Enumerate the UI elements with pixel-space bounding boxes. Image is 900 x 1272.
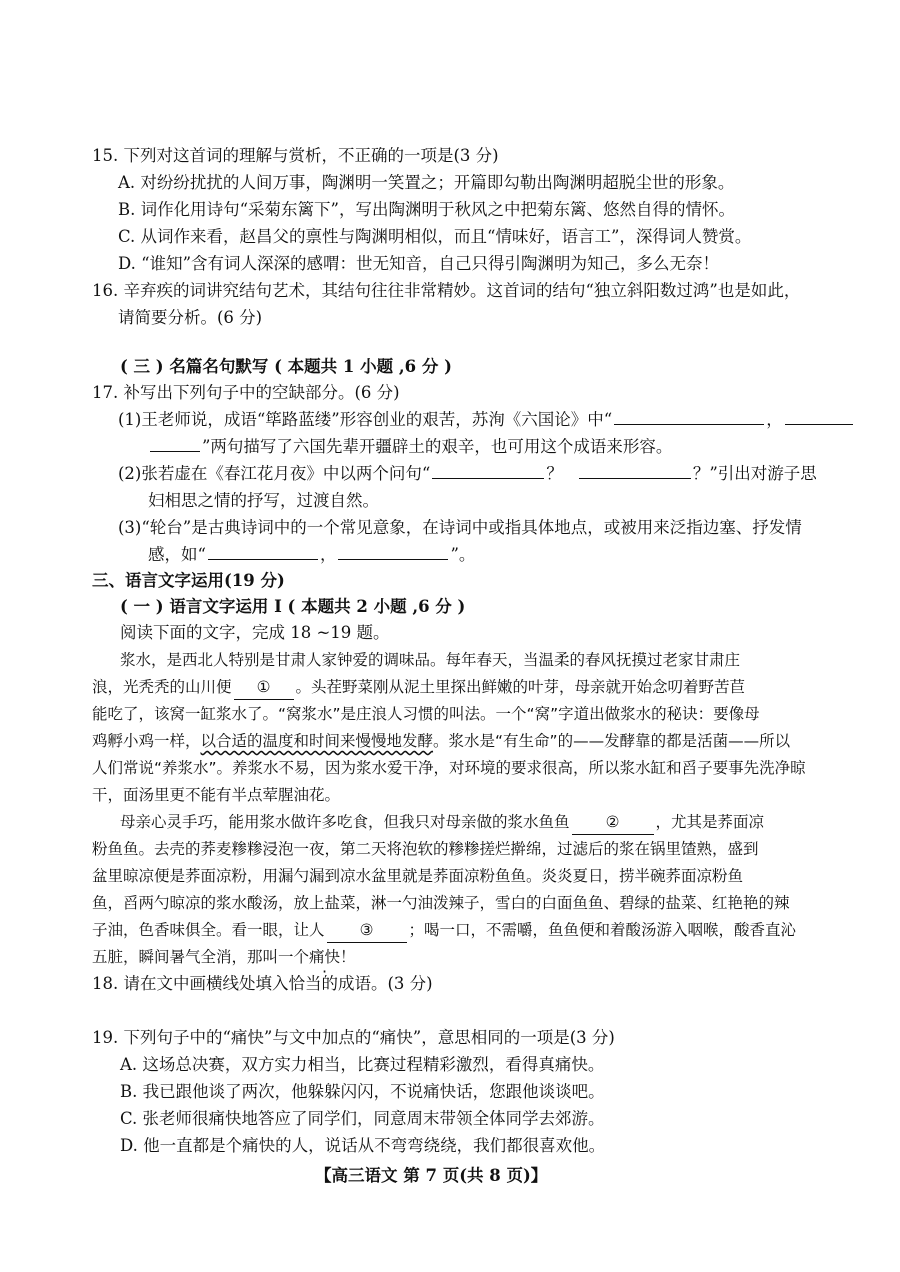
q16-stem-line2: 请简要分析。(6 分) — [118, 308, 263, 327]
q17-stem: 17. 补写出下列句子中的空缺部分。(6 分) — [92, 383, 400, 402]
q17-item2-line1 — [118, 462, 817, 486]
q17-blank-2[interactable] — [785, 408, 853, 425]
q17-item1-line1 — [118, 408, 855, 432]
q17-item1-sep: ， — [766, 410, 783, 429]
q19-option-c: C. 张老师很痛快地答应了同学们，同意周末带领全体同学去郊游。 — [120, 1109, 605, 1128]
q17-blank-3[interactable] — [432, 462, 544, 479]
q17-item1-line2 — [148, 435, 672, 459]
page-footer: 【高三语文 第 7 页(共 8 页)】 — [315, 1166, 548, 1185]
passage-p2-line6 — [92, 945, 356, 969]
q15-option-c: C. 从词作来看，赵昌父的禀性与陶渊明相似，而且“情味好，语言工”，深得词人赞赏。 — [118, 227, 752, 246]
q15-option-d: D. “谁知”含有词人深深的感喟：世无知音，自己只得引陶渊明为知己，多么无奈！ — [118, 254, 720, 273]
passage-blank-2[interactable]: ② — [572, 810, 654, 835]
passage-p2-line2: 粉鱼鱼。去壳的荞麦糁糁浸泡一夜，第二天将泡软的糁糁搓烂擀绵，过滤后的浆在锅里馇熟，盛到 — [92, 840, 759, 858]
q17-item1-text-b: ”两句描写了六国先辈开疆辟土的艰辛，也可用这个成语来形容。 — [202, 437, 673, 456]
q17-blank-2-cont[interactable] — [150, 435, 200, 452]
passage-p2-line1 — [120, 810, 764, 835]
passage-p1-line5: 人们常说“养浆水”。养浆水不易，因为浆水爱干净，对环境的要求很高，所以浆水缸和舀子要事先洗净晾 — [92, 759, 806, 777]
q17-item2-q2: ？”引出对游子思 — [692, 464, 817, 483]
q19-option-a: A. 这场总决赛，双方实力相当，比赛过程精彩激烈，看得真痛快。 — [120, 1055, 605, 1074]
q17-item3-line1: (3)“轮台”是古典诗词中的一个常见意象，在诗词中或指具体地点，或被用来泛指边塞、抒发情 — [118, 518, 802, 537]
passage-text: 。浆水是“有生命”的——发酵靠的都是活菌——所以 — [433, 732, 791, 750]
passage-blank-3[interactable]: ③ — [327, 918, 407, 943]
q19-option-d: D. 他一直都是个痛快的人，说话从不弯弯绕绕，我们都很喜欢他。 — [120, 1136, 606, 1155]
passage-text: 。头茬野菜刚从泥土里探出鲜嫩的叶芽，母亲就开始念叨着野苦苣 — [295, 678, 746, 696]
passage-p2-line5 — [92, 918, 796, 943]
q17-blank-6[interactable] — [338, 543, 448, 560]
q17-item3-end: ”。 — [450, 545, 476, 564]
passage-p2-line4: 鱼，舀两勺晾凉的浆水酸汤，放上盐菜，淋一勺油泼辣子，雪白的白面鱼鱼、碧绿的盐菜、红艳艳的辣 — [92, 894, 790, 912]
passage-p1-line1: 浆水，是西北人特别是甘肃人家钟爱的调味品。每年春天，当温柔的春风抚摸过老家甘肃庄 — [120, 651, 741, 669]
passage-blank-1[interactable]: ① — [234, 675, 294, 700]
q17-item2-q1: ？ — [546, 464, 563, 483]
passage-text: ，尤其是荞面凉 — [655, 813, 765, 831]
passage-text: 鸡孵小鸡一样， — [92, 732, 201, 750]
dotted-emphasis-word: 痛快 — [309, 948, 341, 966]
q17-blank-4[interactable] — [579, 462, 691, 479]
passage-p2-line3: 盆里晾凉便是荞面凉粉，用漏勺漏到凉水盆里就是荞面凉粉鱼鱼。炎炎夏日，捞半碗荞面凉粉鱼 — [92, 867, 744, 885]
passage-text: ；喝一口，不需嚼，鱼鱼便和着酸汤游入咽喉，酸香直沁 — [408, 921, 797, 939]
passage-text: 母亲心灵手巧，能用浆水做许多吃食，但我只对母亲做的浆水鱼鱼 — [120, 813, 570, 831]
q17-item1-text-a: (1)王老师说，成语“筚路蓝缕”形容创业的艰苦，苏洵《六国论》中“ — [118, 410, 613, 429]
reading-instruction: 阅读下面的文字，完成 18 ~19 题。 — [120, 623, 390, 642]
q17-blank-1[interactable] — [614, 408, 764, 425]
q19-stem: 19. 下列句子中的“痛快”与文中加点的“痛快”，意思相同的一项是(3 分) — [92, 1028, 615, 1047]
q15-stem: 15. 下列对这首词的理解与赏析，不正确的一项是(3 分) — [92, 146, 499, 165]
q15-option-b: B. 词作化用诗句“采菊东篱下”，写出陶渊明于秋风之中把菊东篱、悠然自得的情怀。 — [118, 200, 735, 219]
passage-text: 子油，色香味俱全。看一眼，让人 — [92, 921, 325, 939]
passage-text: 五脏，瞬间暑气全消，那叫一个 — [92, 948, 310, 966]
passage-p1-line3: 能吃了，该窝一缸浆水了。“窝浆水”是庄浪人习惯的叫法。一个“窝”字道出做浆水的秘诀：要像母 — [92, 705, 760, 723]
q17-item2-text-a: (2)张若虚在《春江花月夜》中以两个问句“ — [118, 464, 431, 483]
passage-text: ！ — [340, 948, 356, 966]
q17-blank-5[interactable] — [208, 543, 318, 560]
q16-stem-line1: 16. 辛弃疾的词讲究结句艺术，其结句往往非常精妙。这首词的结句“独立斜阳数过鸿”也是如此， — [92, 281, 801, 300]
passage-text: 浪，光秃秃的山川便 — [92, 678, 232, 696]
q17-item2-line2: 妇相思之情的抒写，过渡自然。 — [148, 491, 379, 510]
section-3-1-title: ( 一 ) 语言文字运用 Ⅰ ( 本题共 2 小题 ,6 分 ) — [120, 597, 466, 616]
section-3-title: 三、语言文字运用(19 分) — [92, 571, 285, 590]
q19-option-b: B. 我已跟他谈了两次，他躲躲闪闪，不说痛快话，您跟他谈谈吧。 — [120, 1082, 605, 1101]
q18-stem: 18. 请在文中画横线处填入恰当的成语。(3 分) — [92, 974, 433, 993]
passage-p1-line6: 干，面汤里更不能有半点荤腥油花。 — [92, 786, 341, 804]
wavy-underlined-phrase: 以合适的温度和时间来慢慢地发酵 — [200, 732, 434, 750]
q17-item3-sep: ， — [319, 545, 337, 564]
q17-item3-line2 — [148, 543, 475, 567]
passage-p1-line2 — [92, 675, 745, 700]
q15-option-a: A. 对纷纷扰扰的人间万事，陶渊明一笑置之；开篇即勾勒出陶渊明超脱尘世的形象。 — [118, 173, 735, 192]
section-3-subtitle: ( 三 ) 名篇名句默写 ( 本题共 1 小题 ,6 分 ) — [120, 357, 452, 376]
q17-item3-text-b: 感，如“ — [148, 545, 206, 564]
passage-p1-line4 — [92, 729, 790, 753]
